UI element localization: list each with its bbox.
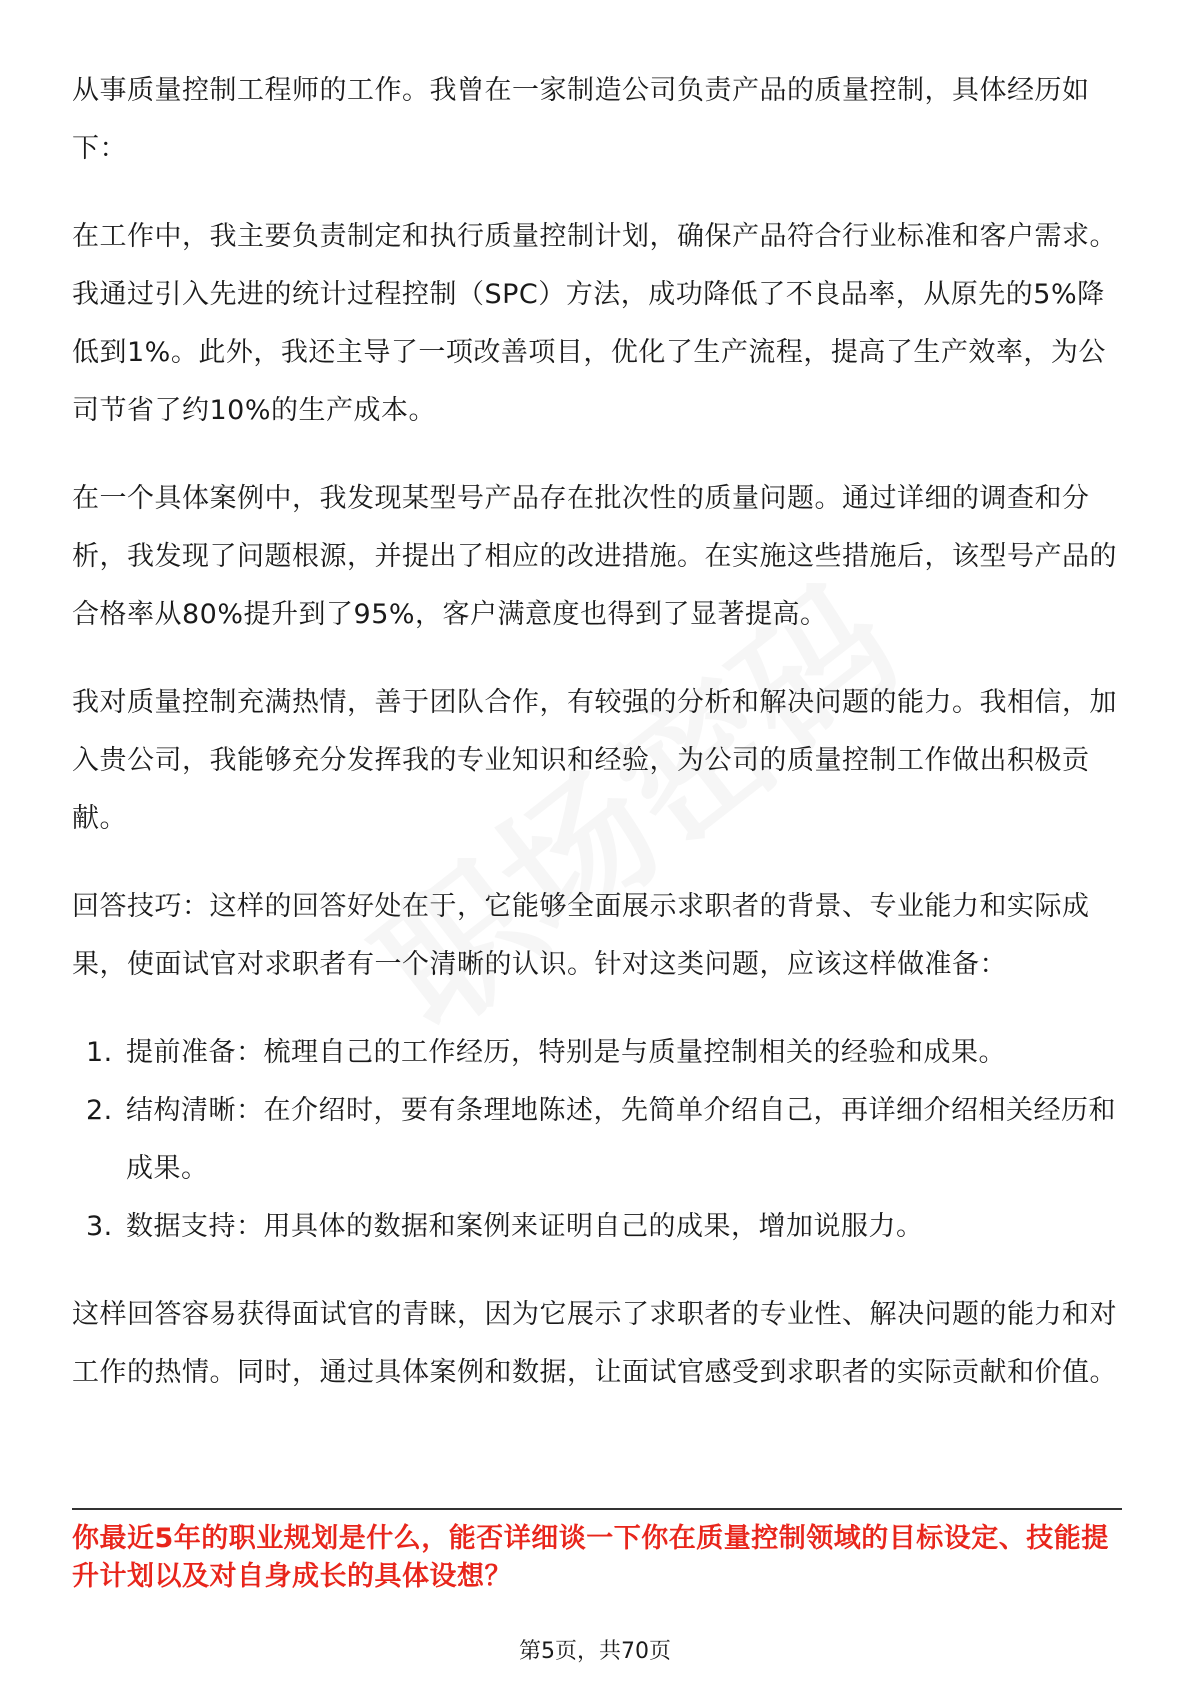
paragraph-motivation: 我对质量控制充满热情，善于团队合作，有较强的分析和解决问题的能力。我相信，加入贵公司，我能够充分发挥我的专业知识和经验，为公司的质量控制工作做出积极贡献。 bbox=[72, 687, 1117, 834]
section-divider bbox=[72, 1508, 1122, 1510]
list-item-text: 结构清晰：在介绍时，要有条理地陈述，先简单介绍自己，再详细介绍相关经历和成果。 bbox=[126, 1095, 1116, 1184]
tips-list bbox=[72, 1024, 1122, 1256]
list-item bbox=[72, 1198, 1122, 1256]
list-item-text: 数据支持：用具体的数据和案例来证明自己的成果，增加说服力。 bbox=[126, 1211, 924, 1242]
page-indicator: 第5页，共70页 bbox=[519, 1639, 671, 1664]
list-number: 3. bbox=[86, 1211, 113, 1242]
list-item bbox=[72, 1082, 1122, 1198]
list-number: 2. bbox=[86, 1095, 113, 1126]
document-body bbox=[72, 62, 1122, 1402]
list-item-text: 提前准备：梳理自己的工作经历，特别是与质量控制相关的经验和成果。 bbox=[126, 1037, 1006, 1068]
list-item bbox=[72, 1024, 1122, 1082]
paragraph-case-study: 在一个具体案例中，我发现某型号产品存在批次性的质量问题。通过详细的调查和分析，我发现了问题根源，并提出了相应的改进措施。在实施这些措施后，该型号产品的合格率从80%提升到了95%，客户满意度也得到了显著提高。 bbox=[72, 483, 1117, 630]
next-interview-question: 你最近5年的职业规划是什么，能否详细谈一下你在质量控制领域的目标设定、技能提升计划以及对自身成长的具体设想？ bbox=[72, 1523, 1109, 1592]
list-number: 1. bbox=[86, 1037, 113, 1068]
paragraph-responsibilities: 在工作中，我主要负责制定和执行质量控制计划，确保产品符合行业标准和客户需求。我通过引入先进的统计过程控制（SPC）方法，成功降低了不良品率，从原先的5%降低到1%。此外，我还主导了一项改善项目，优化了生产流程，提高了生产效率，为公司节省了约10%的生产成本。 bbox=[72, 221, 1117, 426]
paragraph-answer-tips: 回答技巧：这样的回答好处在于，它能够全面展示求职者的背景、专业能力和实际成果，使面试官对求职者有一个清晰的认识。针对这类问题，应该这样做准备： bbox=[72, 891, 1090, 980]
paragraph-intro: 从事质量控制工程师的工作。我曾在一家制造公司负责产品的质量控制，具体经历如下： bbox=[72, 75, 1090, 164]
paragraph-conclusion: 这样回答容易获得面试官的青睐，因为它展示了求职者的专业性、解决问题的能力和对工作的热情。同时，通过具体案例和数据，让面试官感受到求职者的实际贡献和价值。 bbox=[72, 1299, 1117, 1388]
